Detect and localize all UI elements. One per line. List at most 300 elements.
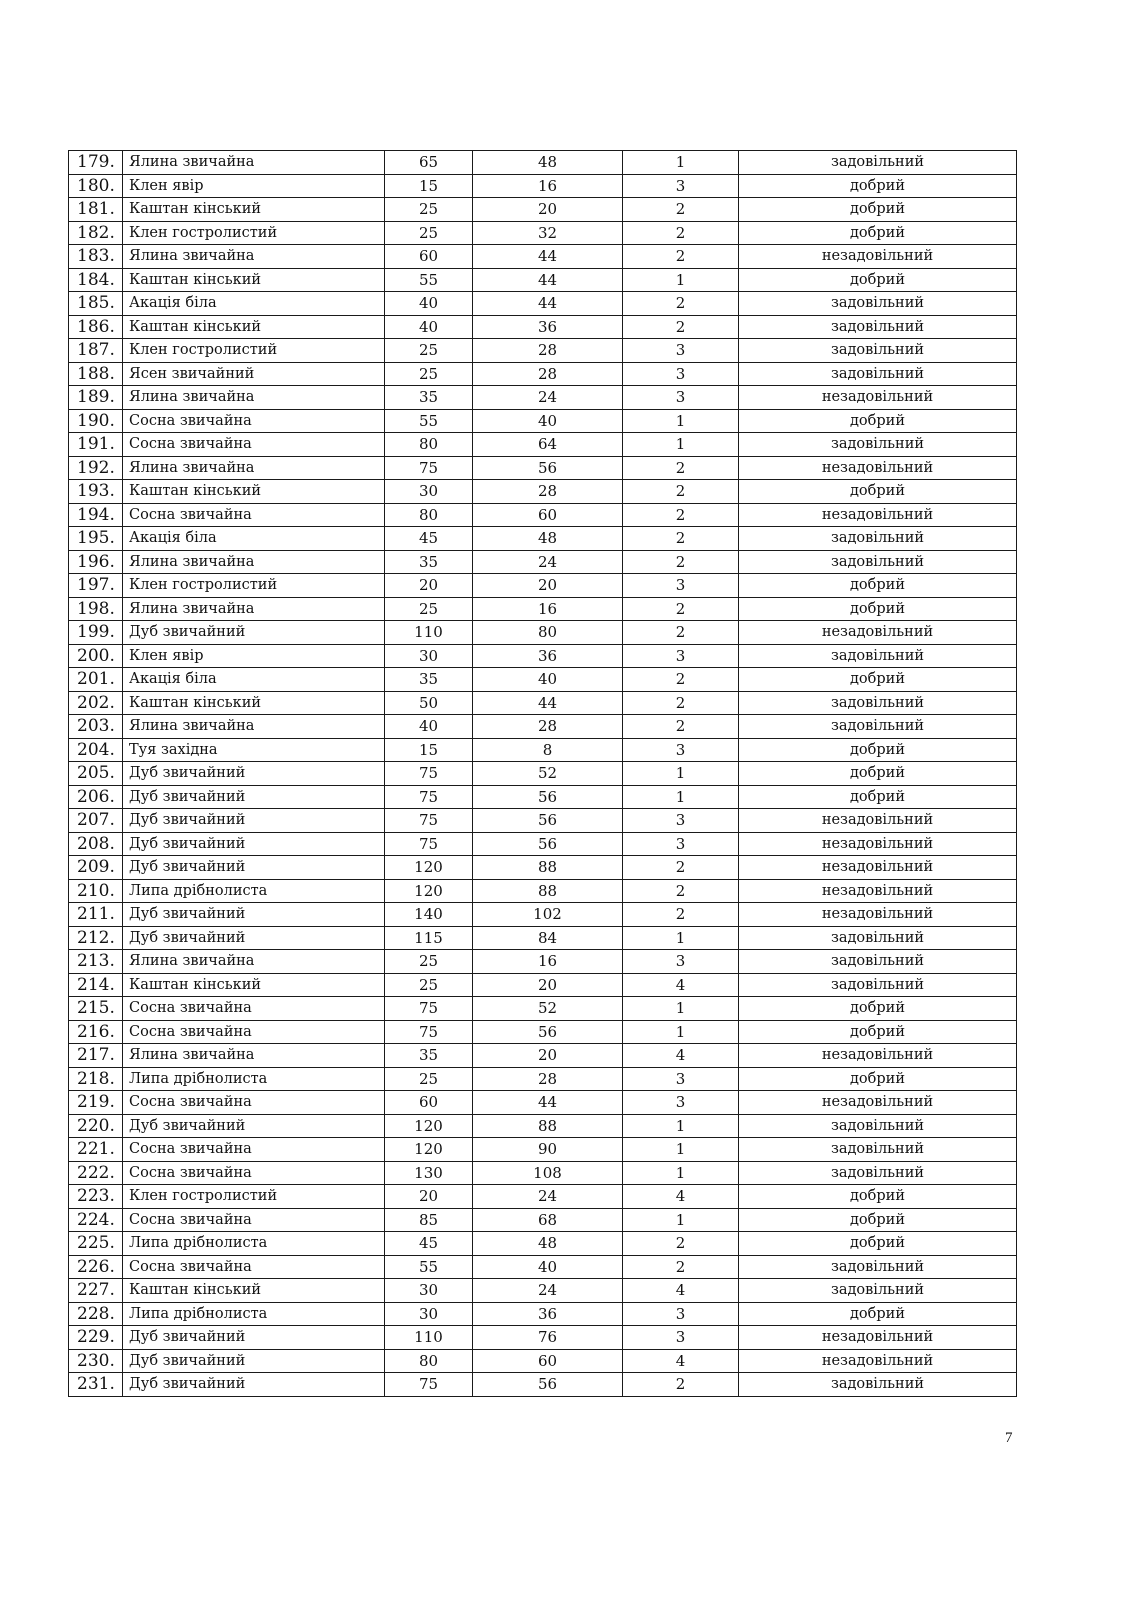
category-cell: 1 [623,1208,739,1232]
category-cell: 2 [623,856,739,880]
table-row [69,480,1017,504]
category-cell: 2 [623,480,739,504]
category-cell: 3 [623,574,739,598]
diameter-cell: 56 [473,1373,623,1397]
diameter-cell: 20 [473,973,623,997]
diameter-cell: 88 [473,879,623,903]
condition-cell: добрий [739,785,1017,809]
condition-cell: задовільний [739,950,1017,974]
table-row [69,1232,1017,1256]
condition-cell: добрий [739,1208,1017,1232]
category-cell: 4 [623,1044,739,1068]
category-cell: 2 [623,503,739,527]
age-cell: 120 [385,1138,473,1162]
species-cell: Сосна звичайна [123,433,385,457]
condition-cell: незадовільний [739,856,1017,880]
species-cell: Сосна звичайна [123,1255,385,1279]
age-cell: 120 [385,856,473,880]
diameter-cell: 44 [473,268,623,292]
category-cell: 1 [623,762,739,786]
condition-cell: добрий [739,480,1017,504]
condition-cell: задовільний [739,550,1017,574]
diameter-cell: 108 [473,1161,623,1185]
diameter-cell: 44 [473,1091,623,1115]
row-number-cell: 210. [69,879,123,903]
diameter-cell: 40 [473,409,623,433]
row-number-cell: 200. [69,644,123,668]
category-cell: 3 [623,386,739,410]
species-cell: Дуб звичайний [123,856,385,880]
species-cell: Акація біла [123,292,385,316]
condition-cell: незадовільний [739,832,1017,856]
row-number-cell: 190. [69,409,123,433]
condition-cell: задовільний [739,1138,1017,1162]
diameter-cell: 24 [473,550,623,574]
category-cell: 1 [623,926,739,950]
condition-cell: добрий [739,997,1017,1021]
age-cell: 65 [385,151,473,175]
species-cell: Каштан кінський [123,691,385,715]
row-number-cell: 193. [69,480,123,504]
species-cell: Акація біла [123,668,385,692]
condition-cell: незадовільний [739,621,1017,645]
species-cell: Сосна звичайна [123,1208,385,1232]
diameter-cell: 84 [473,926,623,950]
diameter-cell: 52 [473,762,623,786]
age-cell: 110 [385,621,473,645]
age-cell: 60 [385,1091,473,1115]
row-number-cell: 179. [69,151,123,175]
row-number-cell: 205. [69,762,123,786]
row-number-cell: 183. [69,245,123,269]
age-cell: 75 [385,809,473,833]
diameter-cell: 8 [473,738,623,762]
category-cell: 3 [623,738,739,762]
condition-cell: задовільний [739,973,1017,997]
species-cell: Дуб звичайний [123,762,385,786]
species-cell: Ясен звичайний [123,362,385,386]
category-cell: 3 [623,1067,739,1091]
age-cell: 15 [385,174,473,198]
condition-cell: задовільний [739,1373,1017,1397]
category-cell: 1 [623,1161,739,1185]
species-cell: Дуб звичайний [123,926,385,950]
condition-cell: задовільний [739,1255,1017,1279]
condition-cell: добрий [739,221,1017,245]
diameter-cell: 28 [473,480,623,504]
diameter-cell: 56 [473,456,623,480]
age-cell: 15 [385,738,473,762]
diameter-cell: 90 [473,1138,623,1162]
row-number-cell: 184. [69,268,123,292]
condition-cell: незадовільний [739,903,1017,927]
table-row [69,809,1017,833]
row-number-cell: 214. [69,973,123,997]
row-number-cell: 207. [69,809,123,833]
category-cell: 1 [623,1114,739,1138]
diameter-cell: 28 [473,362,623,386]
row-number-cell: 186. [69,315,123,339]
row-number-cell: 191. [69,433,123,457]
condition-cell: добрий [739,1232,1017,1256]
diameter-cell: 80 [473,621,623,645]
age-cell: 120 [385,879,473,903]
age-cell: 55 [385,1255,473,1279]
category-cell: 2 [623,879,739,903]
species-cell: Дуб звичайний [123,1326,385,1350]
category-cell: 2 [623,245,739,269]
table-row [69,1255,1017,1279]
condition-cell: добрий [739,1067,1017,1091]
category-cell: 2 [623,903,739,927]
category-cell: 1 [623,409,739,433]
condition-cell: незадовільний [739,1326,1017,1350]
category-cell: 3 [623,832,739,856]
table-row [69,926,1017,950]
table-row [69,785,1017,809]
species-cell: Ялина звичайна [123,456,385,480]
category-cell: 2 [623,1373,739,1397]
row-number-cell: 216. [69,1020,123,1044]
row-number-cell: 187. [69,339,123,363]
condition-cell: добрий [739,762,1017,786]
condition-cell: незадовільний [739,245,1017,269]
category-cell: 1 [623,268,739,292]
diameter-cell: 60 [473,1349,623,1373]
row-number-cell: 217. [69,1044,123,1068]
condition-cell: задовільний [739,315,1017,339]
row-number-cell: 227. [69,1279,123,1303]
table-row [69,292,1017,316]
condition-cell: добрий [739,1302,1017,1326]
species-cell: Дуб звичайний [123,1114,385,1138]
species-cell: Сосна звичайна [123,1161,385,1185]
species-cell: Сосна звичайна [123,409,385,433]
category-cell: 4 [623,1279,739,1303]
diameter-cell: 56 [473,1020,623,1044]
condition-cell: задовільний [739,527,1017,551]
table-row [69,1067,1017,1091]
table-row [69,151,1017,175]
condition-cell: добрий [739,738,1017,762]
age-cell: 25 [385,1067,473,1091]
species-cell: Ялина звичайна [123,151,385,175]
table-row [69,644,1017,668]
species-cell: Дуб звичайний [123,832,385,856]
species-cell: Акація біла [123,527,385,551]
age-cell: 50 [385,691,473,715]
species-cell: Ялина звичайна [123,597,385,621]
age-cell: 25 [385,950,473,974]
table-row [69,456,1017,480]
tree-inventory-table [68,150,1017,1397]
condition-cell: добрий [739,409,1017,433]
age-cell: 30 [385,1279,473,1303]
age-cell: 60 [385,245,473,269]
category-cell: 2 [623,1255,739,1279]
row-number-cell: 182. [69,221,123,245]
diameter-cell: 44 [473,691,623,715]
row-number-cell: 199. [69,621,123,645]
condition-cell: задовільний [739,433,1017,457]
row-number-cell: 219. [69,1091,123,1115]
diameter-cell: 20 [473,574,623,598]
age-cell: 85 [385,1208,473,1232]
row-number-cell: 194. [69,503,123,527]
row-number-cell: 189. [69,386,123,410]
table-row [69,1373,1017,1397]
category-cell: 3 [623,339,739,363]
species-cell: Каштан кінський [123,198,385,222]
category-cell: 1 [623,785,739,809]
condition-cell: незадовільний [739,456,1017,480]
species-cell: Клен гостролистий [123,574,385,598]
category-cell: 2 [623,221,739,245]
category-cell: 1 [623,151,739,175]
condition-cell: незадовільний [739,809,1017,833]
table-body [69,151,1017,1397]
condition-cell: задовільний [739,1114,1017,1138]
species-cell: Клен гостролистий [123,221,385,245]
condition-cell: задовільний [739,339,1017,363]
species-cell: Ялина звичайна [123,1044,385,1068]
row-number-cell: 196. [69,550,123,574]
species-cell: Каштан кінський [123,973,385,997]
row-number-cell: 222. [69,1161,123,1185]
diameter-cell: 20 [473,198,623,222]
row-number-cell: 229. [69,1326,123,1350]
table-row [69,198,1017,222]
diameter-cell: 56 [473,809,623,833]
age-cell: 45 [385,527,473,551]
age-cell: 75 [385,456,473,480]
species-cell: Клен гостролистий [123,339,385,363]
condition-cell: задовільний [739,644,1017,668]
diameter-cell: 44 [473,245,623,269]
condition-cell: задовільний [739,1161,1017,1185]
diameter-cell: 88 [473,1114,623,1138]
row-number-cell: 213. [69,950,123,974]
table-row [69,550,1017,574]
row-number-cell: 223. [69,1185,123,1209]
diameter-cell: 102 [473,903,623,927]
diameter-cell: 68 [473,1208,623,1232]
table-row [69,997,1017,1021]
species-cell: Сосна звичайна [123,1091,385,1115]
age-cell: 20 [385,1185,473,1209]
table-row [69,1302,1017,1326]
table-row [69,527,1017,551]
age-cell: 40 [385,715,473,739]
row-number-cell: 225. [69,1232,123,1256]
table-row [69,1161,1017,1185]
condition-cell: незадовільний [739,386,1017,410]
table-row [69,221,1017,245]
species-cell: Липа дрібнолиста [123,1302,385,1326]
category-cell: 4 [623,973,739,997]
species-cell: Липа дрібнолиста [123,879,385,903]
category-cell: 3 [623,1326,739,1350]
species-cell: Ялина звичайна [123,715,385,739]
species-cell: Сосна звичайна [123,1138,385,1162]
age-cell: 120 [385,1114,473,1138]
condition-cell: добрий [739,597,1017,621]
condition-cell: задовільний [739,1279,1017,1303]
table-row [69,1185,1017,1209]
age-cell: 55 [385,268,473,292]
diameter-cell: 40 [473,668,623,692]
table-row [69,621,1017,645]
table-row [69,738,1017,762]
diameter-cell: 16 [473,174,623,198]
category-cell: 2 [623,691,739,715]
table-row [69,268,1017,292]
condition-cell: незадовільний [739,1091,1017,1115]
diameter-cell: 24 [473,386,623,410]
diameter-cell: 48 [473,527,623,551]
category-cell: 1 [623,1138,739,1162]
diameter-cell: 32 [473,221,623,245]
table-row [69,832,1017,856]
row-number-cell: 188. [69,362,123,386]
age-cell: 25 [385,973,473,997]
condition-cell: добрий [739,1185,1017,1209]
row-number-cell: 230. [69,1349,123,1373]
species-cell: Ялина звичайна [123,950,385,974]
condition-cell: незадовільний [739,503,1017,527]
row-number-cell: 208. [69,832,123,856]
table-row [69,1279,1017,1303]
age-cell: 30 [385,644,473,668]
table-row [69,362,1017,386]
species-cell: Липа дрібнолиста [123,1067,385,1091]
category-cell: 4 [623,1349,739,1373]
species-cell: Ялина звичайна [123,386,385,410]
age-cell: 30 [385,480,473,504]
category-cell: 2 [623,715,739,739]
condition-cell: добрий [739,574,1017,598]
diameter-cell: 56 [473,832,623,856]
age-cell: 35 [385,668,473,692]
row-number-cell: 231. [69,1373,123,1397]
table-row [69,879,1017,903]
category-cell: 2 [623,1232,739,1256]
row-number-cell: 204. [69,738,123,762]
table-row [69,1020,1017,1044]
table-row [69,339,1017,363]
row-number-cell: 198. [69,597,123,621]
age-cell: 25 [385,362,473,386]
species-cell: Каштан кінський [123,1279,385,1303]
row-number-cell: 181. [69,198,123,222]
row-number-cell: 215. [69,997,123,1021]
species-cell: Сосна звичайна [123,997,385,1021]
table-row [69,386,1017,410]
table-row [69,973,1017,997]
diameter-cell: 28 [473,339,623,363]
species-cell: Каштан кінський [123,315,385,339]
age-cell: 75 [385,1373,473,1397]
species-cell: Каштан кінський [123,268,385,292]
row-number-cell: 195. [69,527,123,551]
age-cell: 45 [385,1232,473,1256]
age-cell: 115 [385,926,473,950]
species-cell: Клен явір [123,174,385,198]
table-row [69,433,1017,457]
table-row [69,1044,1017,1068]
age-cell: 25 [385,198,473,222]
table-row [69,574,1017,598]
category-cell: 3 [623,950,739,974]
age-cell: 35 [385,1044,473,1068]
row-number-cell: 226. [69,1255,123,1279]
species-cell: Дуб звичайний [123,1373,385,1397]
age-cell: 40 [385,292,473,316]
category-cell: 1 [623,1020,739,1044]
table-row [69,668,1017,692]
diameter-cell: 88 [473,856,623,880]
table-row [69,715,1017,739]
diameter-cell: 24 [473,1185,623,1209]
category-cell: 2 [623,621,739,645]
row-number-cell: 209. [69,856,123,880]
diameter-cell: 48 [473,1232,623,1256]
table-row [69,409,1017,433]
category-cell: 2 [623,456,739,480]
species-cell: Сосна звичайна [123,1020,385,1044]
condition-cell: добрий [739,268,1017,292]
age-cell: 75 [385,1020,473,1044]
diameter-cell: 16 [473,950,623,974]
age-cell: 30 [385,1302,473,1326]
age-cell: 25 [385,339,473,363]
condition-cell: задовільний [739,691,1017,715]
category-cell: 2 [623,315,739,339]
age-cell: 55 [385,409,473,433]
row-number-cell: 211. [69,903,123,927]
table-row [69,174,1017,198]
category-cell: 2 [623,597,739,621]
species-cell: Каштан кінський [123,480,385,504]
condition-cell: задовільний [739,151,1017,175]
table-row [69,1114,1017,1138]
age-cell: 80 [385,503,473,527]
row-number-cell: 180. [69,174,123,198]
diameter-cell: 36 [473,1302,623,1326]
table-row [69,1349,1017,1373]
row-number-cell: 212. [69,926,123,950]
row-number-cell: 221. [69,1138,123,1162]
species-cell: Дуб звичайний [123,809,385,833]
age-cell: 80 [385,1349,473,1373]
age-cell: 75 [385,785,473,809]
diameter-cell: 28 [473,1067,623,1091]
row-number-cell: 197. [69,574,123,598]
row-number-cell: 203. [69,715,123,739]
diameter-cell: 16 [473,597,623,621]
condition-cell: добрий [739,1020,1017,1044]
row-number-cell: 192. [69,456,123,480]
age-cell: 80 [385,433,473,457]
table-row [69,503,1017,527]
age-cell: 35 [385,550,473,574]
table-row [69,597,1017,621]
category-cell: 2 [623,550,739,574]
diameter-cell: 60 [473,503,623,527]
condition-cell: незадовільний [739,879,1017,903]
table-row [69,691,1017,715]
category-cell: 3 [623,362,739,386]
